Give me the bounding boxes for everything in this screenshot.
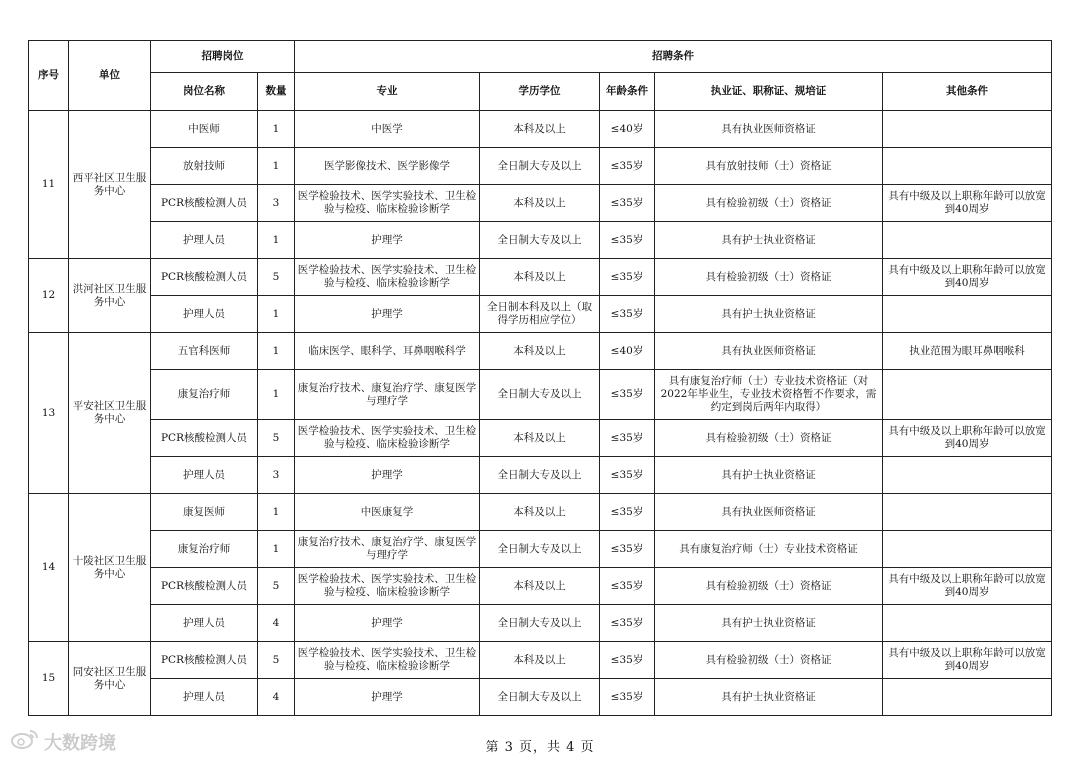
header-other: 其他条件: [883, 73, 1052, 111]
position-count: 5: [258, 568, 295, 605]
position-name: 护理人员: [151, 296, 258, 333]
header-seq: 序号: [29, 41, 69, 111]
certificate: 具有检验初级（士）资格证: [655, 185, 883, 222]
education: 本科及以上: [480, 420, 600, 457]
major: 护理学: [295, 296, 480, 333]
education: 本科及以上: [480, 333, 600, 370]
position-name: 放射技师: [151, 148, 258, 185]
position-name: PCR核酸检测人员: [151, 185, 258, 222]
position-name: 护理人员: [151, 679, 258, 716]
age-limit: ≤35岁: [600, 457, 655, 494]
unit-name: 十陵社区卫生服务中心: [69, 494, 151, 642]
table-body: [29, 111, 1052, 716]
age-limit: ≤40岁: [600, 111, 655, 148]
header-major: 专业: [295, 73, 480, 111]
other-condition: [883, 679, 1052, 716]
certificate: 具有护士执业资格证: [655, 679, 883, 716]
unit-name: 同安社区卫生服务中心: [69, 642, 151, 716]
major: 医学检验技术、医学实验技术、卫生检验与检疫、临床检验诊断学: [295, 642, 480, 679]
education: 本科及以上: [480, 642, 600, 679]
certificate: 具有检验初级（士）资格证: [655, 420, 883, 457]
other-condition: [883, 457, 1052, 494]
education: 全日制大专及以上: [480, 679, 600, 716]
position-name: PCR核酸检测人员: [151, 420, 258, 457]
age-limit: ≤35岁: [600, 642, 655, 679]
certificate: 具有检验初级（士）资格证: [655, 259, 883, 296]
age-limit: ≤35岁: [600, 148, 655, 185]
header-count: 数量: [258, 73, 295, 111]
major: 康复治疗技术、康复治疗学、康复医学与理疗学: [295, 370, 480, 420]
group-number: 13: [29, 333, 69, 494]
page-number: 第 3 页，共 4 页: [485, 740, 595, 755]
header-certificates: 执业证、职称证、规培证: [655, 73, 883, 111]
position-name: 护理人员: [151, 605, 258, 642]
certificate: 具有检验初级（士）资格证: [655, 568, 883, 605]
position-name: 康复治疗师: [151, 531, 258, 568]
position-name: 护理人员: [151, 457, 258, 494]
other-condition: 具有中级及以上职称年龄可以放宽到40周岁: [883, 420, 1052, 457]
education: 本科及以上: [480, 185, 600, 222]
age-limit: ≤35岁: [600, 370, 655, 420]
position-count: 1: [258, 111, 295, 148]
certificate: 具有护士执业资格证: [655, 296, 883, 333]
age-limit: ≤35岁: [600, 420, 655, 457]
position-count: 1: [258, 494, 295, 531]
position-count: 1: [258, 531, 295, 568]
position-name: 康复医师: [151, 494, 258, 531]
major: 康复治疗技术、康复治疗学、康复医学与理疗学: [295, 531, 480, 568]
position-count: 4: [258, 605, 295, 642]
position-count: 5: [258, 420, 295, 457]
education: 全日制大专及以上: [480, 222, 600, 259]
position-name: PCR核酸检测人员: [151, 259, 258, 296]
position-count: 3: [258, 457, 295, 494]
position-count: 5: [258, 642, 295, 679]
age-limit: ≤35岁: [600, 259, 655, 296]
age-limit: ≤35岁: [600, 296, 655, 333]
position-name: 护理人员: [151, 222, 258, 259]
major: 医学检验技术、医学实验技术、卫生检验与检疫、临床检验诊断学: [295, 420, 480, 457]
header-education: 学历学位: [480, 73, 600, 111]
age-limit: ≤35岁: [600, 494, 655, 531]
position-count: 4: [258, 679, 295, 716]
other-condition: 执业范围为眼耳鼻咽喉科: [883, 333, 1052, 370]
other-condition: 具有中级及以上职称年龄可以放宽到40周岁: [883, 568, 1052, 605]
group-number: 11: [29, 111, 69, 259]
header-age: 年龄条件: [600, 73, 655, 111]
watermark-text: 大数跨境: [44, 732, 116, 754]
recruitment-table: [28, 40, 1052, 716]
other-condition: [883, 222, 1052, 259]
group-number: 15: [29, 642, 69, 716]
education: 全日制大专及以上: [480, 370, 600, 420]
group-number: 14: [29, 494, 69, 642]
major: 护理学: [295, 457, 480, 494]
other-condition: [883, 494, 1052, 531]
header-position-group: 招聘岗位: [151, 41, 295, 73]
other-condition: [883, 111, 1052, 148]
other-condition: 具有中级及以上职称年龄可以放宽到40周岁: [883, 259, 1052, 296]
education: 本科及以上: [480, 111, 600, 148]
major: 护理学: [295, 222, 480, 259]
major: 临床医学、眼科学、耳鼻咽喉科学: [295, 333, 480, 370]
major: 医学检验技术、医学实验技术、卫生检验与检疫、临床检验诊断学: [295, 185, 480, 222]
position-name: PCR核酸检测人员: [151, 568, 258, 605]
position-name: 中医师: [151, 111, 258, 148]
position-count: 1: [258, 370, 295, 420]
education: 全日制本科及以上（取得学历相应学位）: [480, 296, 600, 333]
position-count: 5: [258, 259, 295, 296]
certificate: 具有执业医师资格证: [655, 111, 883, 148]
certificate: 具有执业医师资格证: [655, 333, 883, 370]
other-condition: 具有中级及以上职称年龄可以放宽到40周岁: [883, 185, 1052, 222]
age-limit: ≤35岁: [600, 531, 655, 568]
certificate: 具有检验初级（士）资格证: [655, 642, 883, 679]
certificate: 具有执业医师资格证: [655, 494, 883, 531]
education: 本科及以上: [480, 259, 600, 296]
age-limit: ≤35岁: [600, 605, 655, 642]
unit-name: 平安社区卫生服务中心: [69, 333, 151, 494]
major: 医学影像技术、医学影像学: [295, 148, 480, 185]
other-condition: 具有中级及以上职称年龄可以放宽到40周岁: [883, 642, 1052, 679]
position-count: 1: [258, 296, 295, 333]
education: 全日制大专及以上: [480, 457, 600, 494]
age-limit: ≤35岁: [600, 185, 655, 222]
other-condition: [883, 605, 1052, 642]
education: 本科及以上: [480, 494, 600, 531]
education: 本科及以上: [480, 568, 600, 605]
age-limit: ≤35岁: [600, 222, 655, 259]
age-limit: ≤35岁: [600, 568, 655, 605]
position-name: PCR核酸检测人员: [151, 642, 258, 679]
age-limit: ≤40岁: [600, 333, 655, 370]
certificate: 具有护士执业资格证: [655, 605, 883, 642]
header-unit: 单位: [69, 41, 151, 111]
major: 护理学: [295, 605, 480, 642]
unit-name: 洪河社区卫生服务中心: [69, 259, 151, 333]
header-conditions-group: 招聘条件: [295, 41, 1052, 73]
position-count: 3: [258, 185, 295, 222]
certificate: 具有康复治疗师（士）专业技术资格证: [655, 531, 883, 568]
certificate: 具有康复治疗师（士）专业技术资格证（对2022年毕业生，专业技术资格暂不作要求，需约定到岗后两年内取得）: [655, 370, 883, 420]
other-condition: [883, 531, 1052, 568]
age-limit: ≤35岁: [600, 679, 655, 716]
other-condition: [883, 148, 1052, 185]
certificate: 具有护士执业资格证: [655, 457, 883, 494]
header-position-name: 岗位名称: [151, 73, 258, 111]
major: 中医康复学: [295, 494, 480, 531]
education: 全日制大专及以上: [480, 531, 600, 568]
position-name: 五官科医师: [151, 333, 258, 370]
major: 中医学: [295, 111, 480, 148]
education: 全日制大专及以上: [480, 605, 600, 642]
education: 全日制大专及以上: [480, 148, 600, 185]
other-condition: [883, 296, 1052, 333]
position-count: 1: [258, 333, 295, 370]
certificate: 具有护士执业资格证: [655, 222, 883, 259]
major: 医学检验技术、医学实验技术、卫生检验与检疫、临床检验诊断学: [295, 259, 480, 296]
group-number: 12: [29, 259, 69, 333]
certificate: 具有放射技师（士）资格证: [655, 148, 883, 185]
major: 医学检验技术、医学实验技术、卫生检验与检疫、临床检验诊断学: [295, 568, 480, 605]
position-count: 1: [258, 222, 295, 259]
position-count: 1: [258, 148, 295, 185]
unit-name: 西平社区卫生服务中心: [69, 111, 151, 259]
major: 护理学: [295, 679, 480, 716]
other-condition: [883, 370, 1052, 420]
position-name: 康复治疗师: [151, 370, 258, 420]
